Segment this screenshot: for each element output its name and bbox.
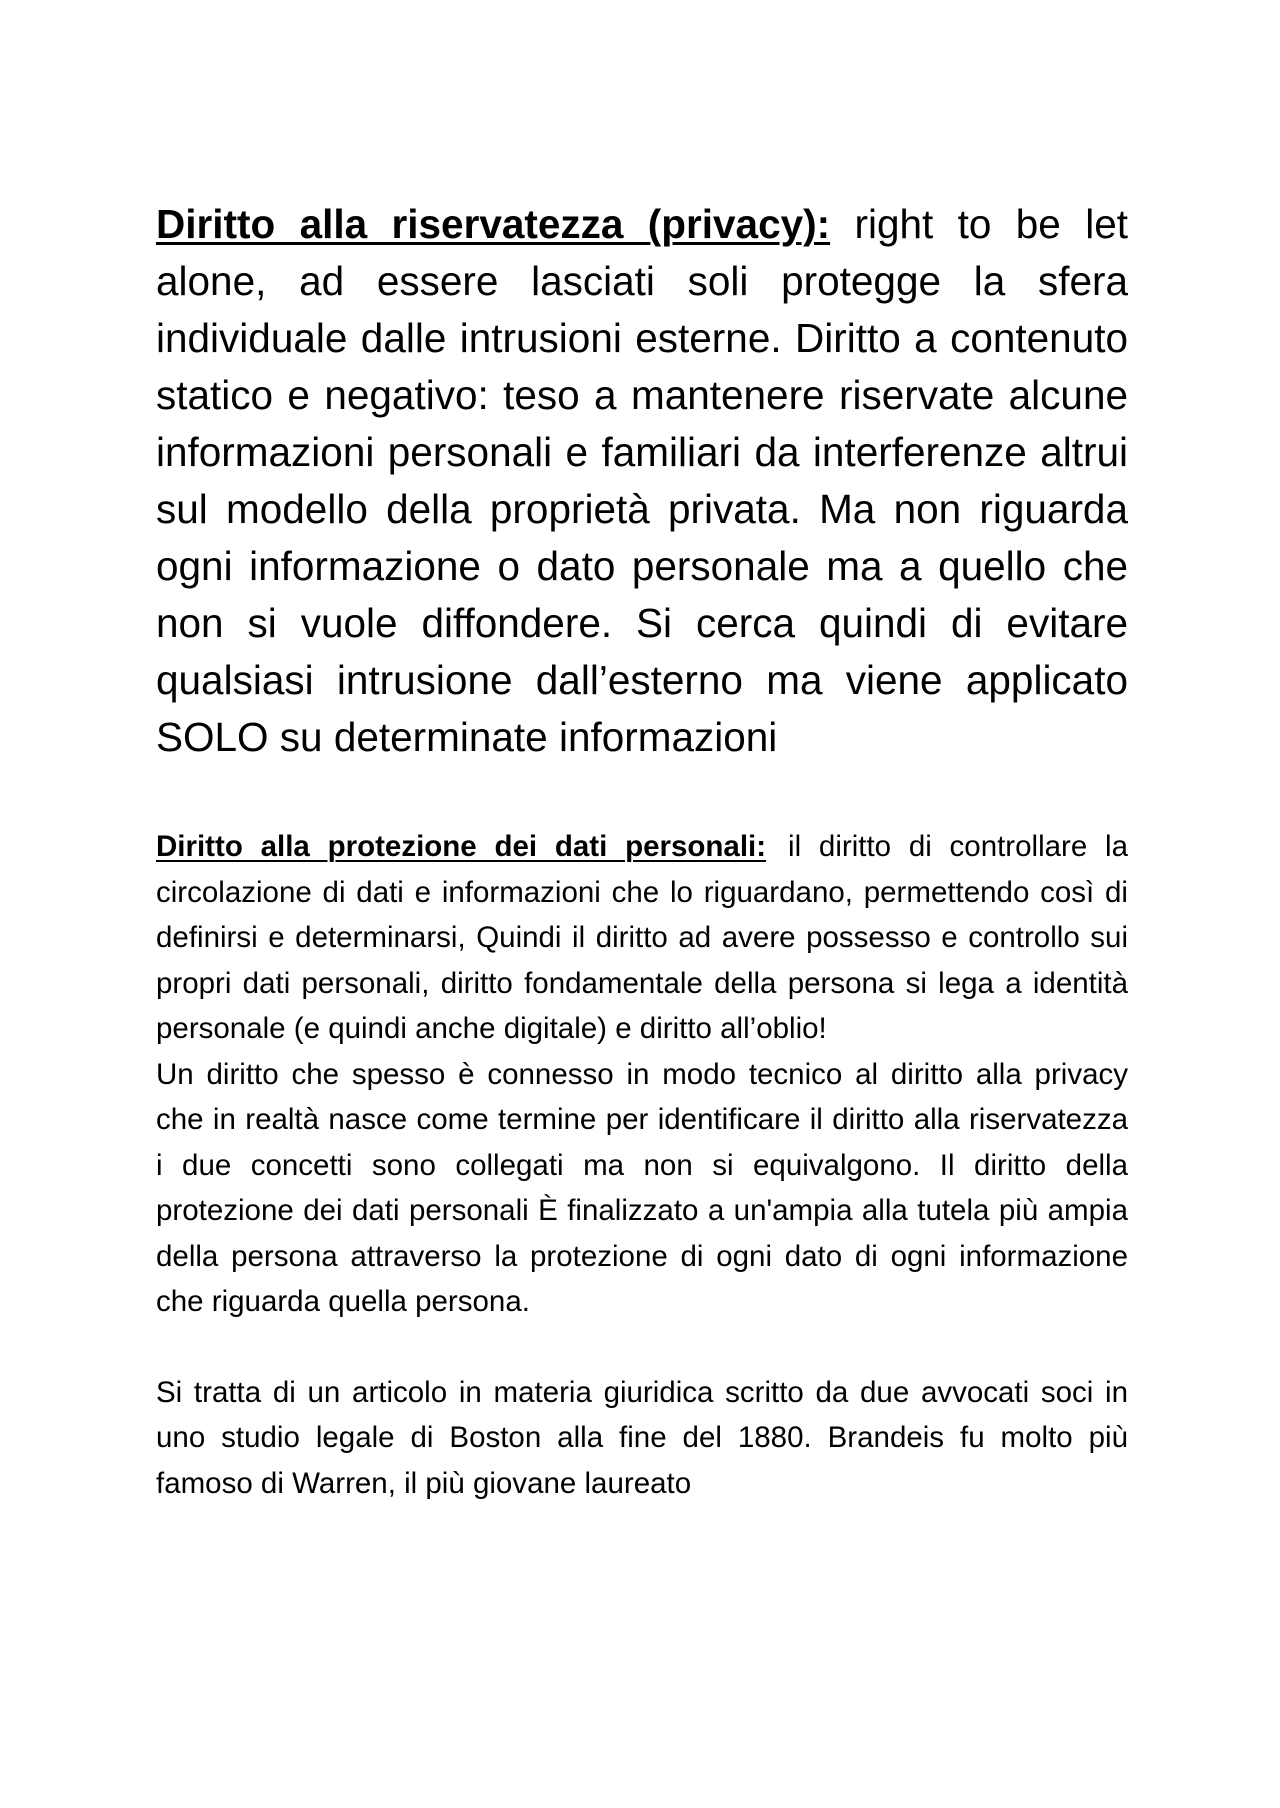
heading-privacy: Diritto alla riservatezza (privacy): [156, 201, 831, 247]
spacer [156, 1325, 1128, 1370]
paragraph-article: Si tratta di un articolo in materia giuridica scritto da due avvocati soci in uno studio legale di Boston alla fine del 1880. Brandeis fu molto più famoso di Warren, il più giovane laureato [156, 1375, 1128, 1500]
paragraph-privacy [156, 196, 1128, 766]
paragraph-privacy-body: right to be let alone, ad essere lasciati soli protegge la sfera individuale dalle intrusioni esterne. Diritto a contenuto statico e negativo: teso a mantenere riservate alcune informazioni personali e familiari da interferenze altrui sul modello della proprietà privata. Ma non riguarda ogni informazione o dato personale ma a quello che non si vuole diffondere. Si cerca quindi di evitare qualsiasi intrusione dall’esterno ma viene applicato SOLO su determinate informazioni [156, 201, 1128, 760]
paragraph-data-protection-body: il diritto di controllare la circolazione di dati e informazioni che lo riguardano, permettendo così di definirsi e determinarsi, Quindi il diritto ad avere possesso e controllo sui propri dati personali, diritto fondamentale della persona si lega a identità personale (e quindi anche digitale) e diritto all’oblio! [156, 830, 1128, 1045]
paragraph-data-protection-2: Un diritto che spesso è connesso in modo tecnico al diritto alla privacy che in realtà nasce come termine per identificare il diritto alla riservatezza i due concetti sono collegati ma non si equivalgono. Il diritto della protezione dei dati personali È finalizzato a un'ampia alla tutela più ampia della persona attraverso la protezione di ogni dato di ogni informazione che riguarda quella persona. [156, 1057, 1128, 1318]
document-content [156, 196, 1128, 1506]
heading-data-protection: Diritto alla protezione dei dati personali: [156, 830, 767, 863]
spacer [156, 766, 1128, 824]
paragraph-data-protection [156, 824, 1128, 1052]
